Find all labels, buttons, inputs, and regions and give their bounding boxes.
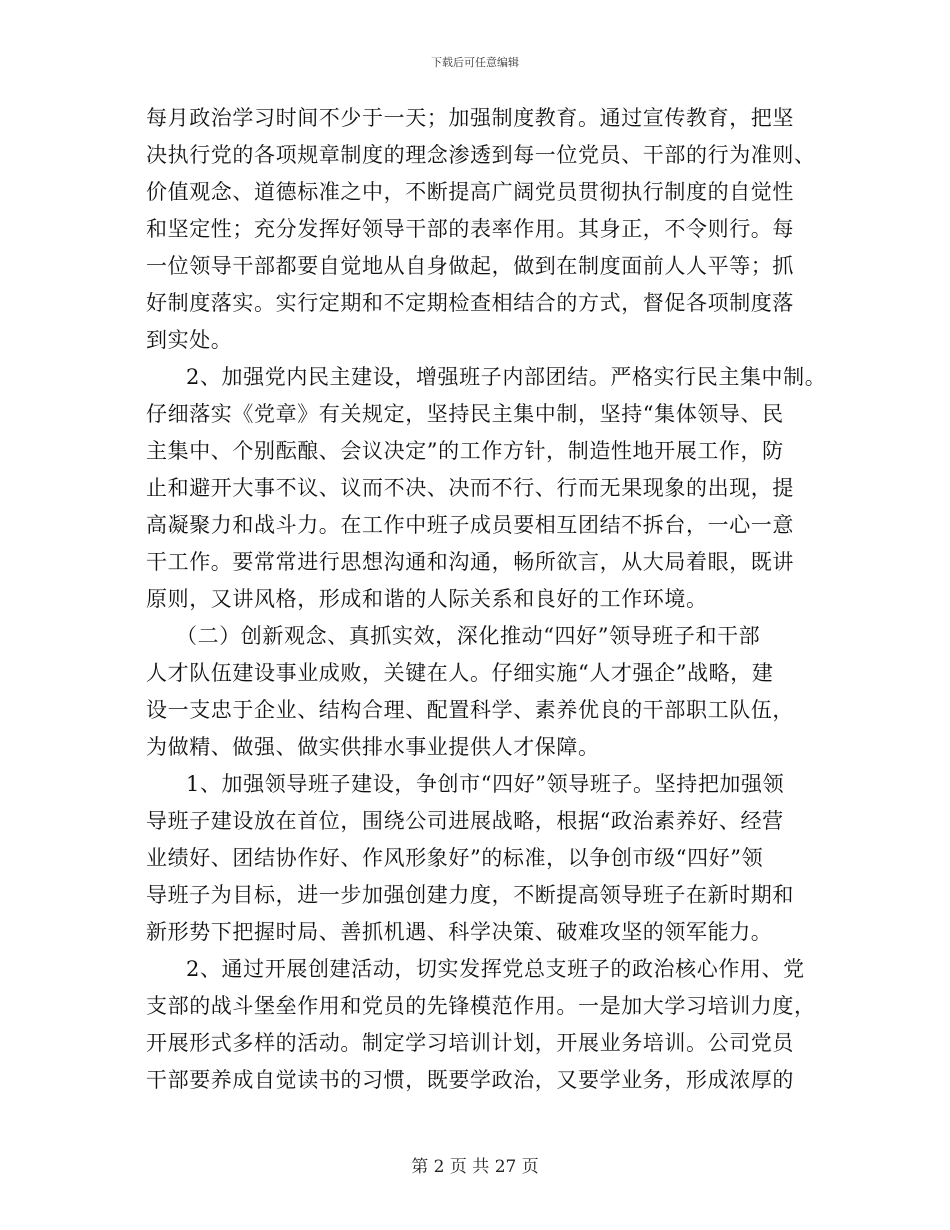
text-line: 干部要养成自觉读书的习惯，既要学政治，又要学业务，形成浓厚的 xyxy=(146,1068,794,1092)
text-line: 设一支忠于企业、结构合理、配置科学、素养优良的干部职工队伍， xyxy=(146,698,794,722)
text-line: 2、通过开展创建活动，切实发挥党总支班子的政治核心作用、党 xyxy=(186,957,805,981)
text-line: 1、加强领导班子建设，争创市“四好”领导班子。坚持把加强领 xyxy=(186,772,785,796)
text-line: 决执行党的各项规章制度的理念渗透到每一位党员、干部的行为准则、 xyxy=(146,143,816,167)
text-line: 一位领导干部都要自觉地从自身做起，做到在制度面前人人平等；抓 xyxy=(146,254,794,278)
text-line: 止和避开大事不议、议而不决、决而不行、行而无果现象的出现，提 xyxy=(146,476,794,500)
text-line: 导班子建设放在首位，围绕公司进展战略，根据“政治素养好、经营 xyxy=(146,809,784,833)
text-line: 2、加强党内民主建设，增强班子内部团结。严格实行民主集中制。 xyxy=(186,365,827,389)
text-line: 支部的战斗堡垒作用和党员的先锋模范作用。一是加大学习培训力度， xyxy=(146,994,816,1018)
text-line: 干工作。要常常进行思想沟通和沟通，畅所欲言，从大局着眼，既讲 xyxy=(146,550,794,574)
text-line: 和坚定性；充分发挥好领导干部的表率作用。其身正，不令则行。每 xyxy=(146,217,794,241)
text-line: 业绩好、团结协作好、作风形象好”的标准，以争创市级“四好”领 xyxy=(146,846,764,870)
text-line: 开展形式多样的活动。制定学习培训计划，开展业务培训。公司党员 xyxy=(146,1031,794,1055)
text-line: 价值观念、道德标准之中，不断提高广阔党员贯彻执行制度的自觉性 xyxy=(146,180,794,204)
text-line: 每月政治学习时间不少于一天；加强制度教育。通过宣传教育，把坚 xyxy=(146,106,794,130)
text-line: 主集中、个别酝酿、会议决定”的工作方针，制造性地开展工作，防 xyxy=(146,439,784,463)
text-line: 原则，又讲风格，形成和谐的人际关系和良好的工作环境。 xyxy=(146,587,708,611)
text-line: 人才队伍建设事业成败，关键在人。仔细实施“人才强企”战略，建 xyxy=(146,661,774,685)
text-line: 新形势下把握时局、善抓机遇、科学决策、破难攻坚的领军能力。 xyxy=(146,920,773,944)
page-header-note: 下载后可任意编辑 xyxy=(431,56,519,69)
text-line: 到实处。 xyxy=(146,328,233,352)
text-line: 导班子为目标，进一步加强创建力度，不断提高领导班子在新时期和 xyxy=(146,883,794,907)
text-line: 高凝聚力和战斗力。在工作中班子成员要相互团结不拆台，一心一意 xyxy=(146,513,794,537)
text-line: （二）创新观念、真抓实效，深化推动“四好”领导班子和干部 xyxy=(176,624,761,648)
text-line: 好制度落实。实行定期和不定期检查相结合的方式，督促各项制度落 xyxy=(146,291,794,315)
text-line: 仔细落实《党章》有关规定，坚持民主集中制，坚持“集体领导、民 xyxy=(146,402,784,426)
page-number-footer: 第 2 页 共 27 页 xyxy=(411,1157,539,1177)
text-line: 为做精、做强、做实供排水事业提供人才保障。 xyxy=(146,735,600,759)
